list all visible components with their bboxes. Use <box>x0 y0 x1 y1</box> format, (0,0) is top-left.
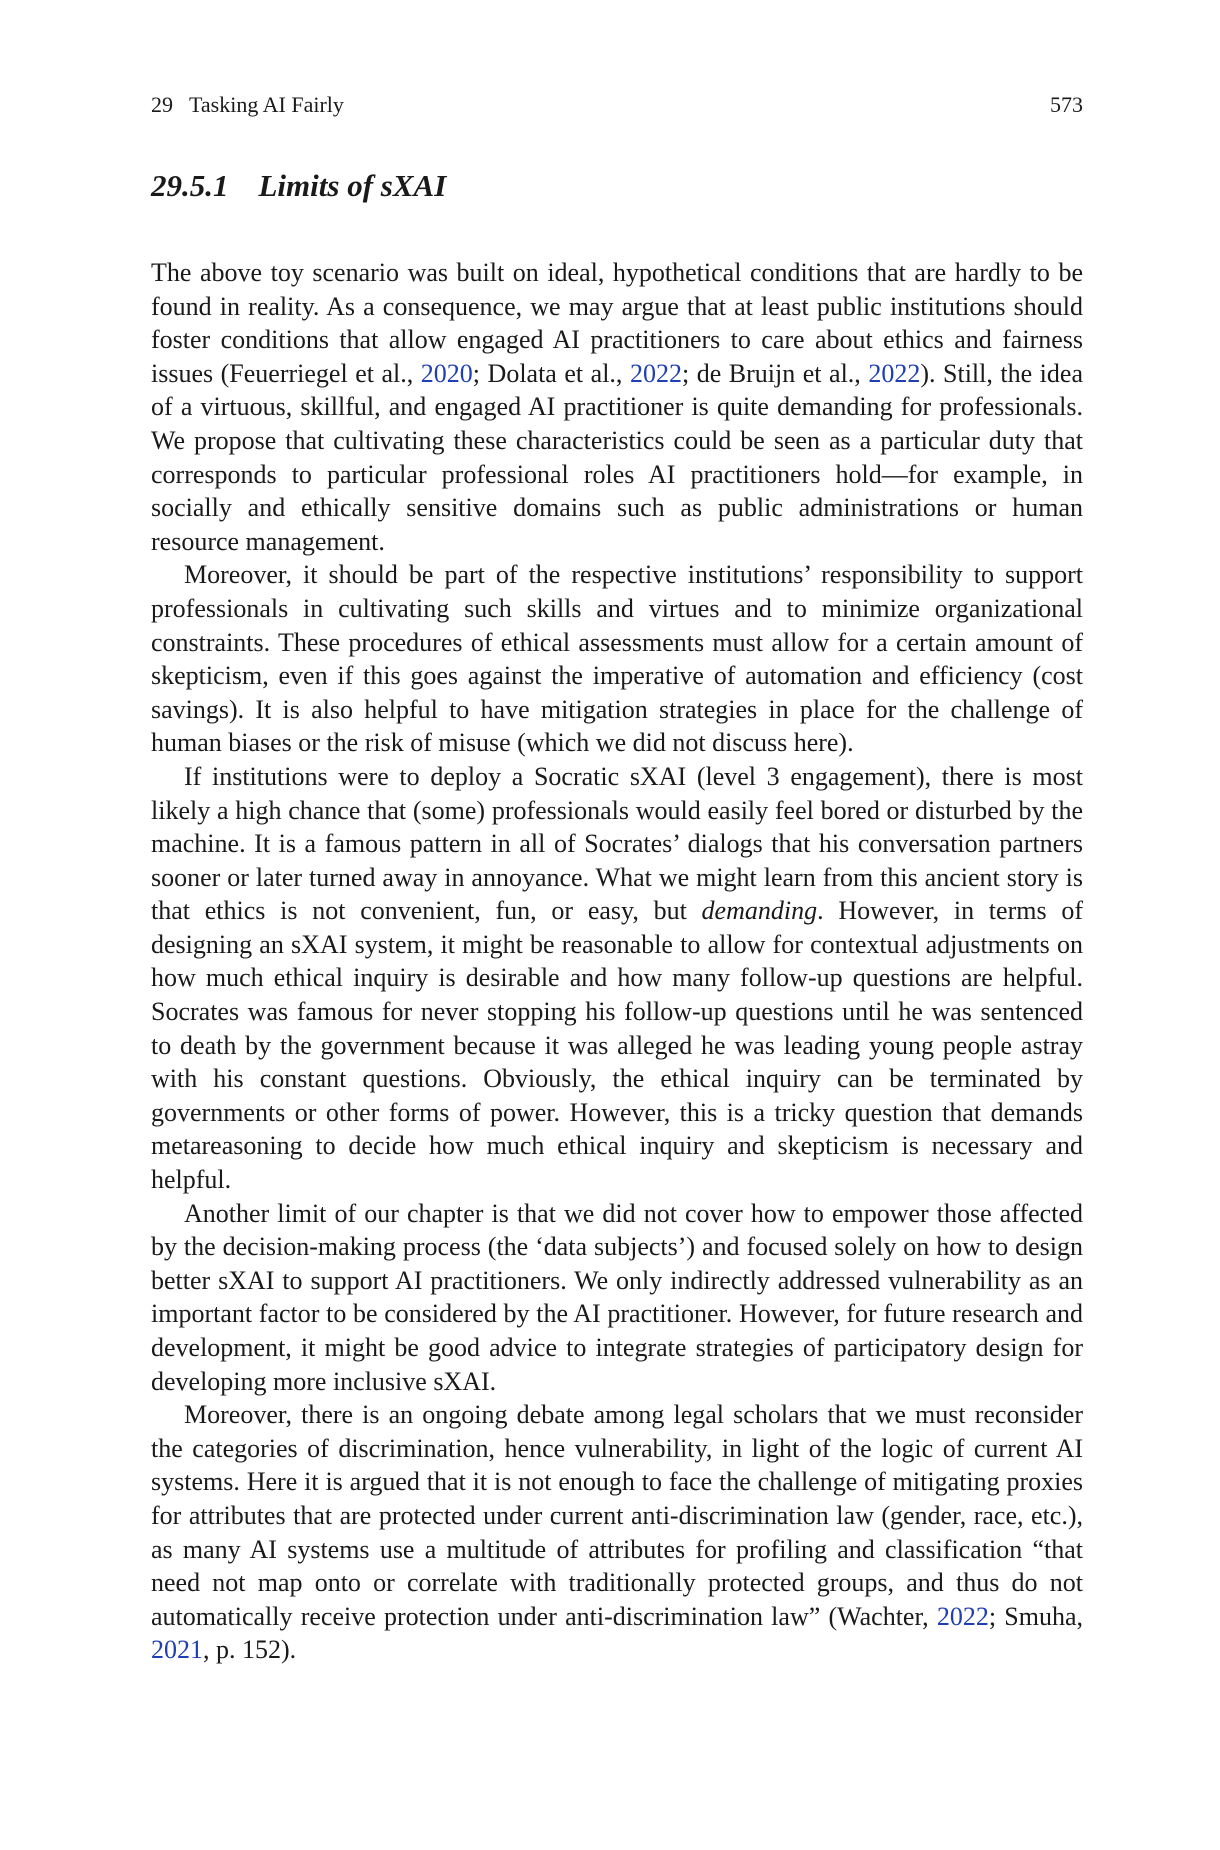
citation-dolata-2022[interactable]: 2022 <box>629 358 682 388</box>
paragraph-1 <box>151 256 1083 558</box>
section-number: 29.5.1 <box>151 168 229 203</box>
paragraph-5 <box>151 1398 1083 1667</box>
chapter-number: 29 <box>151 92 173 117</box>
citation-de-bruijn-2022[interactable]: 2022 <box>868 358 921 388</box>
paragraph-1-text-a: The above toy scenario was built on ideal, hypothetical conditions that are hardly to be found in reality. As a consequence, we may argue that at least public institutions should foster conditions that allow engaged AI practitioners to care about ethics and fairness issues (Feuerriegel et al., <box>151 258 1083 388</box>
paragraph-5-text-b: ; Smuha, <box>988 1601 1083 1631</box>
paragraph-5-text-a: Moreover, there is an ongoing debate among legal scholars that we must reconsider the categories of discrimination, hence vulnerability, in light of the logic of current AI systems. Here it is argued that it is not enough to face the challenge of mitigating proxies for attributes that are protected under current anti-discrimination law (gender, race, etc.), as many AI systems use a multitude of attributes for profiling and classification “that need not map onto or correlate with traditionally protected groups, and thus do not automatically receive protection under anti-discrimination law” (Wachter, <box>151 1400 1083 1631</box>
section-heading <box>151 166 1083 206</box>
paragraph-1-text-c: ; de Bruijn et al., <box>681 358 869 388</box>
paragraph-1-text-b: ; Dolata et al., <box>472 358 630 388</box>
emphasis-demanding: demanding <box>701 896 818 926</box>
document-page <box>151 90 1083 1667</box>
paragraph-5-text-c: , p. 152). <box>203 1635 297 1665</box>
chapter-title: Tasking AI Fairly <box>189 92 344 117</box>
citation-smuha-2021[interactable]: 2021 <box>151 1635 203 1665</box>
page-number: 573 <box>1050 92 1083 117</box>
citation-feuerriegel-2020[interactable]: 2020 <box>420 358 473 388</box>
running-head <box>151 90 1083 120</box>
paragraph-1-text-d: ). Still, the idea of a virtuous, skillful, and engaged AI practitioner is quite demanding for professionals. We propose that cultivating these characteristics could be seen as a particular duty that corresponds to particular professional roles AI practitioners hold—for example, in socially and ethically sensitive domains such as public administrations or human resource management. <box>151 358 1083 556</box>
citation-wachter-2022[interactable]: 2022 <box>936 1601 989 1631</box>
paragraph-2: Moreover, it should be part of the respective institutions’ responsibility to support professionals in cultivating such skills and virtues and to minimize organizational constraints. These procedures of ethical assessments must allow for a certain amount of skepticism, even if this goes against the imperative of automation and efficiency (cost savings). It is also helpful to have mitigation strategies in place for the challenge of human biases or the risk of misuse (which we did not discuss here). <box>151 560 1083 758</box>
running-head-left <box>151 90 344 120</box>
paragraph-4: Another limit of our chapter is that we did not cover how to empower those affected by the decision-making process (the ‘data subjects’) and focused solely on how to design better sXAI to support AI practitioners. We only indirectly addressed vulnerability as an important factor to be considered by the AI practitioner. However, for future research and development, it might be good advice to integrate strategies of participatory design for developing more inclusive sXAI. <box>151 1198 1083 1396</box>
paragraph-3-text-b: . However, in terms of designing an sXAI system, it might be reasonable to allow for contextual adjustments on how much ethical inquiry is desirable and how many follow-up questions are helpful. Socrates was famous for never stopping his follow-up questions until he was sentenced to death by the government because it was alleged he was leading young people astray with his constant questions. Obviously, the ethical inquiry can be terminated by governments or other forms of power. However, this is a tricky question that demands metareasoning to decide how much ethical inquiry and skepticism is necessary and helpful. <box>151 896 1083 1195</box>
body-text <box>151 256 1083 1667</box>
paragraph-3-text-a: If institutions were to deploy a Socratic sXAI (level 3 engagement), there is most likely a high chance that (some) professionals would easily feel bored or disturbed by the machine. It is a famous pattern in all of Socrates’ dialogs that his conversation partners sooner or later turned away in annoyance. What we might learn from this ancient story is that ethics is not convenient, fun, or easy, but <box>151 761 1083 926</box>
paragraph-3 <box>151 760 1083 1197</box>
section-title: Limits of sXAI <box>258 168 447 203</box>
